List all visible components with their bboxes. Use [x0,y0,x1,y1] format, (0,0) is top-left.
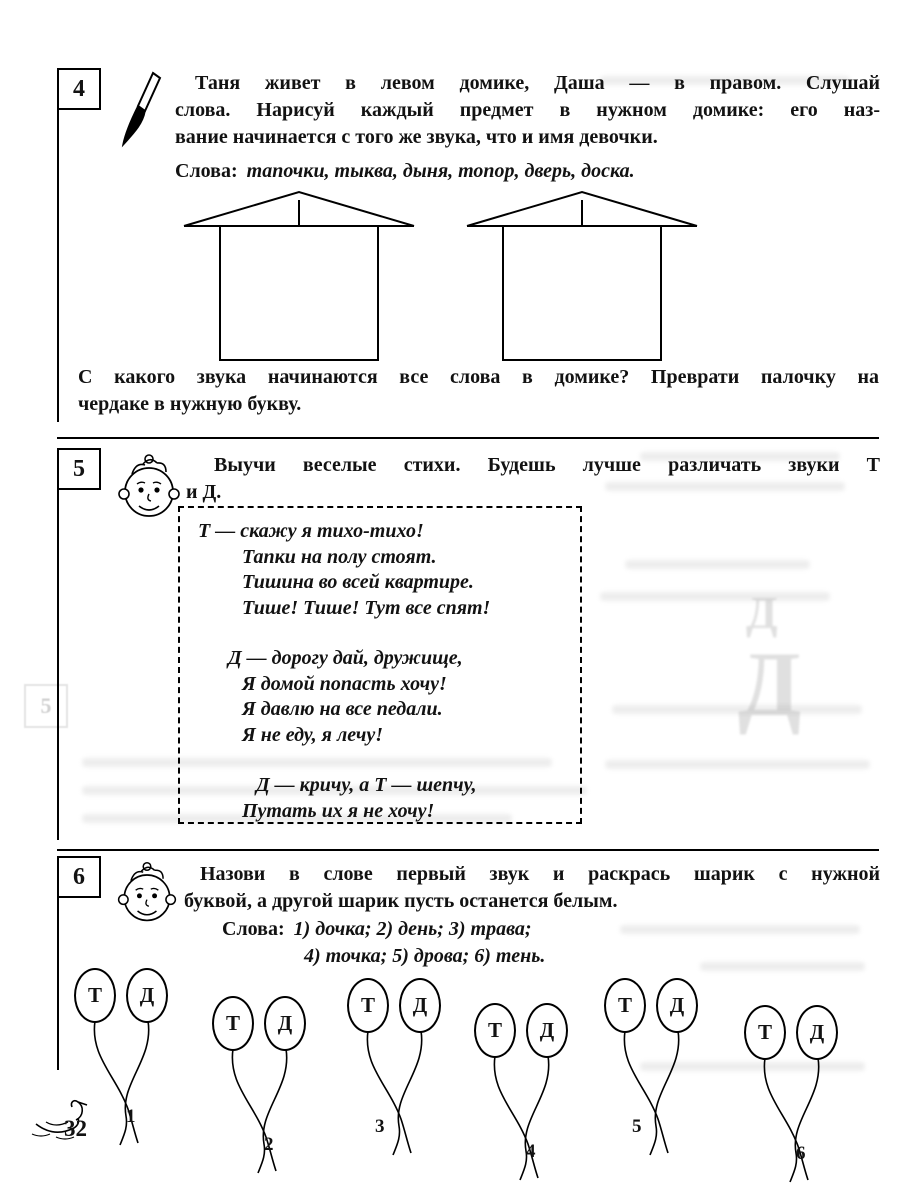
section-rule [57,490,59,840]
section-rule [57,110,59,422]
child-face-icon [112,858,182,933]
balloon-d[interactable]: Д [126,968,168,1023]
poem-line: Я домой попасть хочу! [242,672,447,695]
pair-number: 5 [632,1116,642,1137]
balloon-t[interactable]: Т [474,1003,516,1058]
poem-line: Т — скажу я тихо-тихо! [198,520,424,542]
exercise-5-intro-line: Выучи веселые стихи. Будешь лучше различать звуки Т [214,454,880,476]
words-list: тапочки, тыква, дыня, топор, дверь, доска. [246,160,635,182]
balloon-t[interactable]: Т [212,996,254,1051]
pair-number: 6 [796,1143,806,1164]
balloon-d[interactable]: Д [526,1003,568,1058]
exercise-4-words-line [175,158,880,185]
balloon-pair-3 [335,978,465,1173]
pair-number: 2 [264,1134,274,1155]
exercise-4-text-line: Таня живет в левом домике, Даша — в правом. Слушай [195,72,880,94]
section-divider [57,849,879,851]
poem-box [178,506,582,824]
balloon-d[interactable]: Д [796,1005,838,1060]
bleed-through [625,560,810,569]
balloon-t[interactable]: Т [744,1005,786,1060]
exercise-number: 6 [73,863,85,890]
exercise-4-question-line: С какого звука начинаются все слова в домике? Преврати палочку на [78,366,879,388]
exercise-6-number-box [57,856,101,898]
balloon-t[interactable]: Т [604,978,646,1033]
bleed-through-letter: Д [738,633,802,735]
bleed-through-letter: Д [746,587,778,638]
pair-number: 1 [126,1106,136,1127]
bleed-through-numbox: 5 [24,684,68,728]
exercise-6-words-line [222,916,782,943]
words-list: 1) дочка; 2) день; 3) трава; [293,918,532,940]
exercise-6-text-line: Назови в слове первый звук и раскрась шарик с нужной [200,863,880,885]
house-left[interactable] [182,188,417,369]
balloon-t[interactable]: Т [74,968,116,1023]
bleed-through [605,760,870,769]
exercise-4-number-box [57,68,101,110]
balloon-strings [592,1031,722,1171]
paintbrush-icon [112,70,166,155]
balloon-pair-2 [200,996,330,1191]
exercise-5-number-box [57,448,101,490]
house-right[interactable] [465,188,700,369]
exercise-number: 5 [73,455,85,482]
balloon-t[interactable]: Т [347,978,389,1033]
section-rule [57,898,59,1070]
poem-line: Я давлю на все педали. [242,698,443,720]
words-label: Слова: [175,160,238,182]
balloon-strings [335,1031,465,1171]
words-label: Слова: [222,918,285,940]
exercise-4-text-line: вание начинается с того же звука, что и имя девочки. [175,126,658,148]
pair-number: 3 [375,1116,385,1137]
balloon-d[interactable]: Д [656,978,698,1033]
poem-line: Тише! Тише! Тут все спят! [242,596,491,619]
pair-number: 4 [526,1141,536,1162]
poem-line: Д — кричу, а Т — шепчу, [256,774,477,796]
bleed-through [612,705,862,714]
child-face-icon [112,450,186,529]
balloon-d[interactable]: Д [264,996,306,1051]
poem-line: Д — дорогу дай, дружище, [228,647,463,669]
balloon-strings [732,1058,862,1198]
balloon-pair-6 [732,1005,862,1200]
bleed-through [600,592,830,601]
balloon-strings [200,1049,330,1189]
balloon-d[interactable]: Д [399,978,441,1033]
section-divider [57,437,879,439]
page-number: 32 [64,1116,87,1141]
poem-line: Я не еду, я лечу! [242,723,384,746]
poem-line: Тапки на полу стоят. [242,545,437,568]
balloon-pair-4 [462,1003,592,1198]
balloon-strings [462,1056,592,1196]
exercise-6-words-line: 4) точка; 5) дрова; 6) тень. [304,945,546,967]
poem-line: Тишина во всей квартире. [242,571,474,593]
exercise-6-text-line: буквой, а другой шарик пусть останется белым. [184,890,618,912]
exercise-4-text-line: слова. Нарисуй каждый предмет в нужном домике: его наз- [175,99,880,121]
exercise-number: 4 [73,75,85,102]
balloon-pair-5 [592,978,722,1173]
exercise-4-question-line: чердаке в нужную букву. [78,393,302,415]
poem-line: Путать их я не хочу! [242,799,435,822]
exercise-5-intro-line: и Д. [186,481,222,503]
